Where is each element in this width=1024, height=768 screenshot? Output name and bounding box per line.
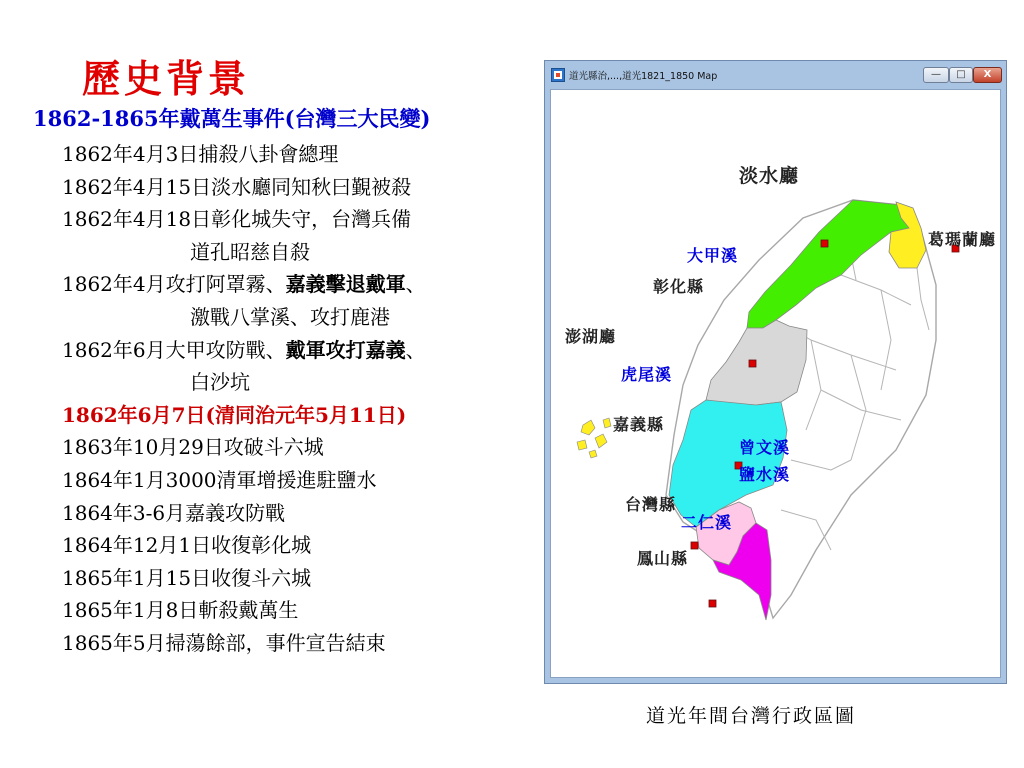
region-penghu — [577, 418, 611, 458]
timeline-list — [62, 138, 547, 660]
map-caption: 道光年間台灣行政區圖 — [646, 705, 857, 727]
timeline-line: 1863年10月29日攻破斗六城 — [62, 435, 324, 460]
map-window-titlebar[interactable] — [545, 61, 1006, 89]
map-window-title: 道光縣治,...,道光1821_1850 Map — [569, 71, 718, 82]
timeline-line: 1862年4月18日彰化城失守，台灣兵備 — [62, 207, 412, 232]
label-changhua: 彰化縣 — [653, 277, 705, 296]
label-kavalan: 葛瑪蘭廳 — [928, 230, 997, 249]
timeline-line: 1864年1月3000清軍增援進駐鹽水 — [62, 467, 377, 492]
timeline-line: 1862年4月3日捕殺八卦會總理 — [62, 142, 339, 166]
timeline-line: 1865年1月15日收復斗六城 — [62, 565, 312, 590]
timeline-line: 1864年12月1日收復彰化城 — [62, 533, 312, 558]
timeline-line: 1865年1月8日斬殺戴萬生 — [62, 598, 299, 623]
seat-marker-taiwan — [691, 542, 698, 549]
maximize-button[interactable]: □ — [949, 67, 973, 83]
timeline-line: 1862年4月15日淡水廳同知秋曰覲被殺 — [62, 174, 412, 199]
label-chiayi: 嘉義縣 — [613, 415, 665, 434]
seat-marker-changhua — [749, 360, 756, 367]
minimize-button[interactable]: — — [923, 67, 949, 83]
label-taiwan-county: 台灣縣 — [625, 495, 677, 514]
timeline-line: 道孔昭慈自殺 — [190, 239, 310, 264]
map-app-icon — [551, 68, 565, 82]
label-huwei-river: 虎尾溪 — [621, 365, 673, 384]
timeline-line: 白沙坑 — [190, 370, 250, 395]
seat-marker-tamsui — [821, 240, 828, 247]
page-title: 歷史背景 — [82, 56, 251, 101]
map-canvas — [550, 89, 1001, 678]
label-penghu: 澎湖廳 — [565, 327, 617, 346]
timeline-line: 1865年5月掃蕩餘部，事件宣告結束 — [62, 630, 386, 655]
timeline-line: 1864年3-6月嘉義攻防戰 — [62, 500, 286, 525]
label-dajia-river: 大甲溪 — [687, 246, 739, 265]
timeline-line: 激戰八掌溪、攻打鹿港 — [190, 304, 390, 329]
label-yanshui-river: 鹽水溪 — [739, 465, 791, 484]
label-erren-river: 二仁溪 — [681, 513, 733, 532]
close-button[interactable]: X — [973, 67, 1002, 83]
timeline-line: 1862年6月大甲攻防戰、戴軍攻打嘉義、 — [62, 337, 426, 362]
event-heading: 1862-1865年戴萬生事件(台灣三大民變) — [33, 106, 431, 131]
seat-marker-fengshan — [709, 600, 716, 607]
timeline-line: 1862年4月攻打阿罩霧、嘉義擊退戴軍、 — [62, 272, 426, 297]
label-zengwen-river: 曾文溪 — [739, 438, 791, 457]
timeline-line-highlight: 1862年6月7日(清同治元年5月11日) — [62, 402, 407, 427]
map-window — [544, 60, 1007, 684]
label-tamsui: 淡水廳 — [739, 165, 800, 187]
label-fengshan: 鳳山縣 — [637, 549, 689, 568]
